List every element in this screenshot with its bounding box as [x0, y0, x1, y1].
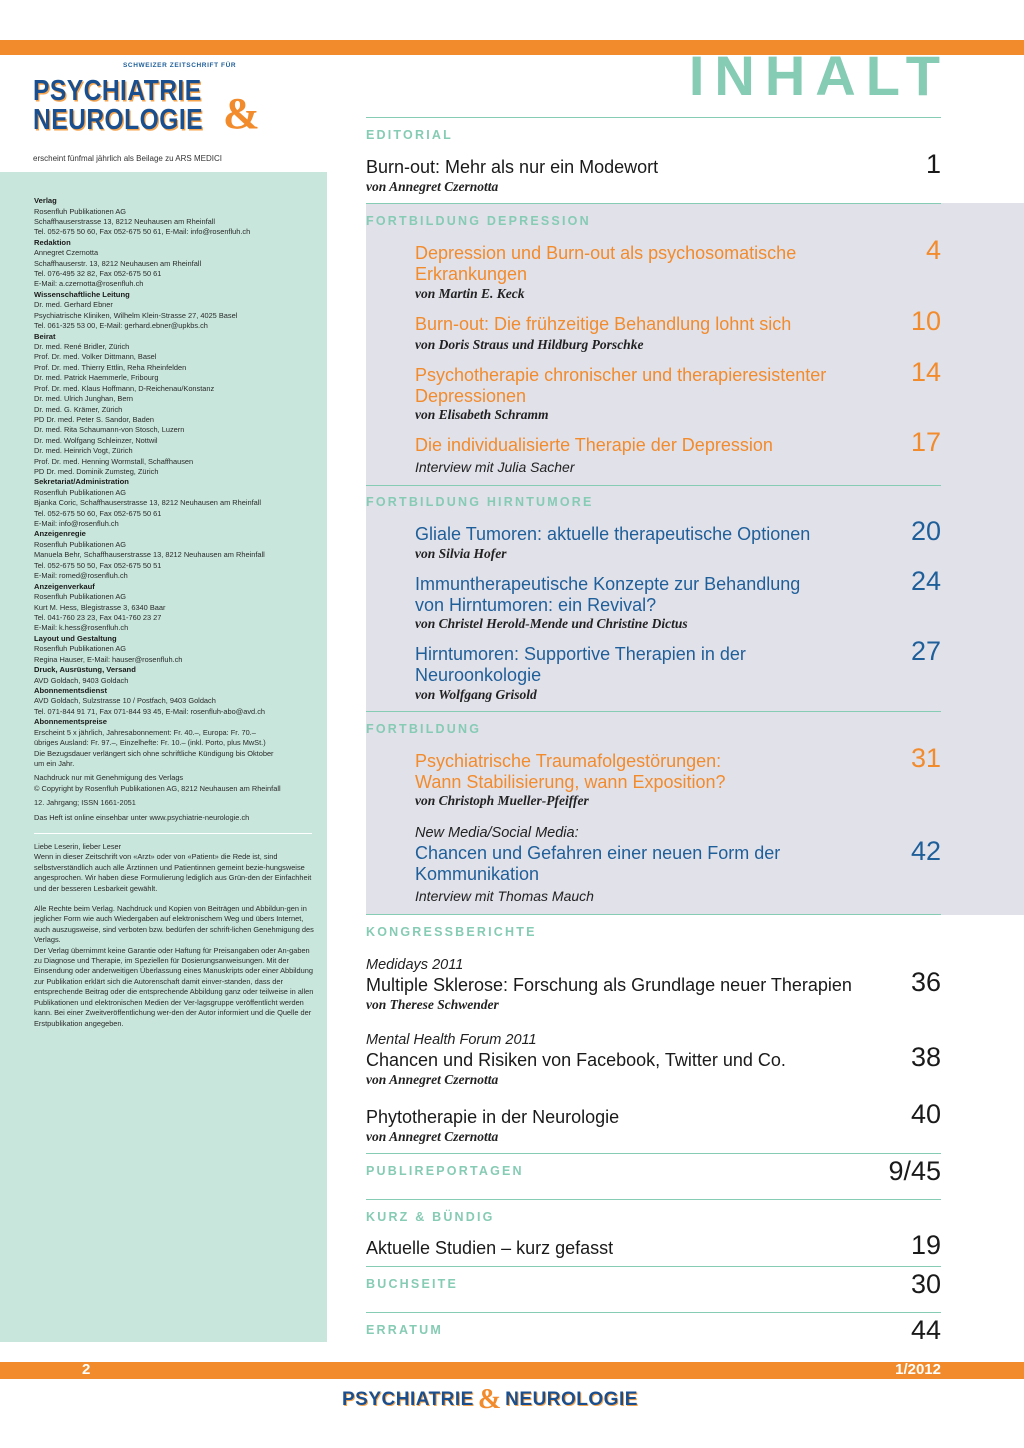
- section-rule: [366, 1199, 941, 1200]
- entry-title[interactable]: Multiple Sklerose: Forschung als Grundlage neuer Therapien: [366, 975, 852, 995]
- entry-intro: New Media/Social Media:: [415, 825, 579, 841]
- section-rule: [366, 1266, 941, 1267]
- entry-author: Interview mit Thomas Mauch: [415, 888, 594, 904]
- entry-title[interactable]: Depression und Burn-out als psychosomatische Erkrankungen: [415, 243, 797, 284]
- section-publireportagen: PUBLIREPORTAGEN: [366, 1164, 524, 1178]
- entry-title[interactable]: Chancen und Risiken von Facebook, Twitter und Co.: [366, 1050, 786, 1070]
- impressum-line: Rosenfluh Publikationen AG: [34, 206, 127, 216]
- impressum-line: Tel. 061-325 53 00, E-Mail: gerhard.ebner@upkbs.ch: [34, 321, 208, 331]
- entry-page: 9/45: [888, 1156, 941, 1186]
- impressum-line: PD Dr. med. Peter S. Sandor, Baden: [34, 414, 154, 424]
- entry-page: 27: [910, 636, 941, 666]
- impressum-line: Prof. Dr. med. Thierry Ettlin, Reha Rheinfelden: [34, 362, 187, 372]
- entry-author: von Elisabeth Schramm: [415, 407, 549, 422]
- masthead-tagline: erscheint fünfmal jährlich als Beilage zu ARS MEDICI: [33, 154, 222, 163]
- entry-title[interactable]: Psychiatrische Traumafolgestörungen: Wann Stabilisierung, wann Exposition?: [415, 751, 726, 792]
- impressum-line: Tel. 052-675 50 60, Fax 052-675 50 61: [34, 508, 162, 518]
- impressum-line: Bjanka Coric, Schaffhauserstrasse 13, 8212 Neuhausen am Rheinfall: [34, 498, 262, 508]
- impressum-line: Prof. Dr. med. Klaus Hoffmann, D-Reichenau/Konstanz: [34, 383, 215, 393]
- impressum-block: [34, 582, 319, 634]
- footer-page-number: 2: [82, 1361, 91, 1378]
- entry-title[interactable]: Gliale Tumoren: aktuelle therapeutische Optionen: [415, 524, 811, 544]
- impressum-heading: Wissenschaftliche Leitung: [34, 289, 130, 299]
- impressum-line: Tel. 041-760 23 23, Fax 041-760 23 27: [34, 612, 162, 622]
- impressum-line: E-Mail: k.hess@rosenfluh.ch: [34, 623, 129, 633]
- impressum-heading: Beirat: [34, 331, 56, 341]
- entry-page: 10: [910, 306, 941, 336]
- impressum-line: Dr. med. René Bridler, Zürich: [34, 342, 130, 352]
- impressum-line: Dr. med. G. Krämer, Zürich: [34, 404, 123, 414]
- impressum-block: [34, 290, 319, 332]
- impressum-line: Die Bezugsdauer verlängert sich ohne schriftliche Kündigung bis Oktober: [34, 748, 274, 758]
- entry-title[interactable]: Hirntumoren: Supportive Therapien in der Neuroonkologie: [415, 644, 746, 685]
- impressum-heading: Druck, Ausrüstung, Versand: [34, 665, 136, 675]
- impressum-line: E-Mail: a.czernotta@rosenfluh.ch: [34, 279, 144, 289]
- sidebar-divider: [34, 833, 312, 834]
- impressum-heading: Anzeigenregie: [34, 529, 86, 539]
- impressum-line: Tel. 076-495 32 82, Fax 052-675 50 61: [34, 269, 162, 279]
- impressum-sidebar: [0, 172, 327, 1342]
- impressum-line: Nachdruck nur mit Genehmigung des Verlags: [34, 773, 184, 783]
- entry-title[interactable]: Phytotherapie in der Neurologie: [366, 1107, 620, 1127]
- section-rule: [366, 1153, 941, 1154]
- impressum-line: Schaffhauserstr. 13, 8212 Neuhausen am Rheinfall: [34, 258, 202, 268]
- section-erratum: ERRATUM: [366, 1323, 443, 1337]
- entry-page: 42: [910, 836, 941, 866]
- impressum-block: [34, 665, 319, 686]
- entry-page: 14: [910, 357, 941, 387]
- entry-page: 17: [910, 427, 941, 457]
- entry-page: 40: [910, 1099, 941, 1129]
- impressum-block: [34, 238, 319, 290]
- impressum-blocks: [34, 196, 319, 823]
- section-buchseite: BUCHSEITE: [366, 1277, 459, 1291]
- impressum-heading: Sekretariat/Administration: [34, 477, 129, 487]
- impressum-heading: Anzeigenverkauf: [34, 581, 95, 591]
- impressum-line: Dr. med. Heinrich Vogt, Zürich: [34, 446, 133, 456]
- entry-page: 44: [910, 1315, 941, 1345]
- impressum-line: Tel. 052-675 50 60, Fax 052-675 50 61, E-Mail: info@rosenfluh.ch: [34, 227, 251, 237]
- page-title: INHALT: [688, 44, 950, 107]
- impressum-line: Rosenfluh Publikationen AG: [34, 539, 127, 549]
- section-kurz-buendig: KURZ & BÜNDIG: [366, 1210, 495, 1224]
- impressum-line: Tel. 071-844 91 71, Fax 071-844 93 45, E-Mail: rosenfluh-abo@avd.ch: [34, 706, 266, 716]
- entry-page: 30: [910, 1269, 941, 1299]
- entry-intro: Medidays 2011: [366, 957, 464, 973]
- impressum-heading: Verlag: [34, 196, 57, 205]
- entry-title[interactable]: Immuntherapeutische Konzepte zur Behandlung von Hirntumoren: ein Revival?: [415, 574, 801, 615]
- impressum-line: Erscheint 5 x jährlich, Jahresabonnement: Fr. 40.–, Europa: Fr. 70.–: [34, 727, 256, 737]
- impressum-line: um ein Jahr.: [34, 758, 75, 768]
- entry-page: 36: [910, 967, 941, 997]
- section-rule: [366, 203, 941, 204]
- entry-author: von Wolfgang Grisold: [415, 687, 537, 702]
- impressum-line: E-Mail: info@rosenfluh.ch: [34, 519, 119, 529]
- footer-logo-word2: NEUROLOGIE: [505, 1389, 638, 1410]
- entry-author: von Annegret Czernotta: [366, 1072, 499, 1087]
- impressum-line: Prof. Dr. med. Henning Wormstall, Schaffhausen: [34, 456, 194, 466]
- footer-logo-ampersand: &: [477, 1384, 502, 1415]
- impressum-line: Dr. med. Patrick Haemmerle, Fribourg: [34, 373, 159, 383]
- impressum-line: PD Dr. med. Dominik Zumsteg, Zürich: [34, 466, 159, 476]
- section-fortbildung-depression: FORTBILDUNG DEPRESSION: [366, 214, 591, 228]
- impressum-line: Kurt M. Hess, Blegistrasse 3, 6340 Baar: [34, 602, 166, 612]
- impressum-line: © Copyright by Rosenfluh Publikationen AG, 8212 Neuhausen am Rheinfall: [34, 783, 281, 793]
- section-rule: [366, 1312, 941, 1313]
- impressum-line: Dr. med. Gerhard Ebner: [34, 300, 113, 310]
- entry-page: 31: [910, 743, 941, 773]
- entry-author: von Annegret Czernotta: [366, 179, 499, 194]
- impressum-block: [34, 717, 319, 769]
- impressum-block: [34, 477, 319, 529]
- entry-page: 38: [910, 1042, 941, 1072]
- entry-author: von Doris Straus und Hildburg Porschke: [415, 337, 644, 352]
- entry-author: Interview mit Julia Sacher: [415, 459, 575, 475]
- entry-author: von Martin E. Keck: [415, 286, 525, 301]
- entry-author: von Annegret Czernotta: [366, 1129, 499, 1144]
- entry-intro: Mental Health Forum 2011: [366, 1032, 537, 1048]
- rights-note: Alle Rechte beim Verlag. Nachdruck und Kopien von Beiträgen und Abbildun-gen in jeglicher Form wie auch Wiedergaben auf elektronischem Weg und übers Internet, auch auszugsweise, sind verboten bzw. bedürfen der schrift-lichen Genehmigung des Verlags. Der Verlag übernimmt keine Garantie oder Haftung für Preisangaben oder An-gaben zu Diagnose und Therapie, im Speziellen für Dosierungsanweisungen. Mit der Einsendung oder anderweitigen Überlassung eines Manuskripts oder einer Abbildung zur Publikation erklärt sich die Autorenschaft damit einver-standen, dass der entsprechende Beitrag oder die entsprechende Abbildung ganz oder teilweise in allen Publikationen und elektronischen Medien der Ver-lagsgruppe veröffentlicht werden kann. Bei einer Zweitveröffentlichung wer-den der Autor informiert und die Quelle der Erstpublikation angegeben.: [34, 904, 314, 1028]
- impressum-line: Dr. med. Rita Schaumann-von Stosch, Luzern: [34, 425, 185, 435]
- section-fortbildung: FORTBILDUNG: [366, 722, 482, 736]
- impressum-line: Prof. Dr. med. Volker Dittmann, Basel: [34, 352, 157, 362]
- impressum-line: Manuela Behr, Schaffhauserstrasse 13, 8212 Neuhausen am Rheinfall: [34, 550, 265, 560]
- masthead-kicker: SCHWEIZER ZEITSCHRIFT FÜR: [123, 62, 237, 69]
- impressum-line: 12. Jahrgang; ISSN 1661-2051: [34, 798, 136, 808]
- section-kongressberichte: KONGRESSBERICHTE: [366, 925, 537, 939]
- impressum-block: [34, 529, 319, 581]
- entry-author: von Therese Schwender: [366, 997, 499, 1012]
- impressum-line: Psychiatrische Kliniken, Wilhelm Klein-Strasse 27, 4025 Basel: [34, 310, 238, 320]
- impressum-line: Regina Hauser, E-Mail: hauser@rosenfluh.ch: [34, 654, 183, 664]
- entry-author: von Christoph Mueller-Pfeiffer: [415, 793, 589, 808]
- entry-title[interactable]: Chancen und Gefahren einer neuen Form der Kommunikation: [415, 843, 781, 884]
- entry-title[interactable]: Psychotherapie chronischer und therapieresistenter Depressionen: [415, 365, 827, 406]
- entry-author: von Christel Herold-Mende und Christine Dictus: [415, 616, 688, 631]
- impressum-heading: Layout und Gestaltung: [34, 633, 117, 643]
- impressum-line: Dr. med. Ulrich Junghan, Bern: [34, 394, 133, 404]
- entry-page: 24: [910, 566, 941, 596]
- entry-title[interactable]: Die individualisierte Therapie der Depression: [415, 435, 773, 455]
- impressum-line: Rosenfluh Publikationen AG: [34, 644, 127, 654]
- masthead-ampersand: &: [223, 89, 260, 138]
- impressum-line: AVD Goldach, 9403 Goldach: [34, 675, 129, 685]
- impressum-line: übriges Ausland: Fr. 97.–, Einzelhefte: Fr. 10.– (inkl. Porto, plus MwSt.): [34, 738, 266, 748]
- entry-page: 19: [910, 1230, 941, 1260]
- impressum-block: [34, 634, 319, 665]
- footer-logo-word1: PSYCHIATRIE: [342, 1389, 474, 1410]
- section-rule: [366, 711, 941, 712]
- section-rule: [366, 914, 941, 915]
- impressum-block: [34, 196, 319, 238]
- footer-issue: 1/2012: [895, 1361, 941, 1378]
- entry-title[interactable]: Burn-out: Mehr als nur ein Modewort: [366, 157, 659, 177]
- section-rule: [366, 485, 941, 486]
- entry-page: 4: [925, 235, 941, 265]
- footer-logo: [342, 1381, 638, 1413]
- impressum-line: Tel. 052-675 50 50, Fax 052-675 50 51: [34, 560, 162, 570]
- impressum-line: E-Mail: romed@rosenfluh.ch: [34, 571, 128, 581]
- impressum-heading: Abonnementsdienst: [34, 685, 107, 695]
- impressum-block: [34, 332, 319, 478]
- bottom-accent-bar: [0, 1362, 1024, 1379]
- reader-note: Liebe Leserin, lieber Leser Wenn in dieser Zeitschrift von «Arzt» oder von «Patient» die Rede ist, sind selbstverständlich auch alle Ärztinnen und Patientinnen gemeint bezie-hungsweise angesprochen. Wir haben diese Formulierung lediglich aus Grün-den der Einfachheit und der besseren Lesbarkeit gewählt.: [34, 842, 312, 893]
- masthead-word-psychiatrie: PSYCHIATRIE: [33, 75, 202, 107]
- masthead-word-neurologie: NEUROLOGIE: [33, 104, 203, 136]
- entry-page: 1: [925, 149, 941, 179]
- entry-title[interactable]: Aktuelle Studien – kurz gefasst: [366, 1238, 614, 1258]
- entry-title[interactable]: Burn-out: Die frühzeitige Behandlung lohnt sich: [415, 314, 792, 334]
- entry-author: von Silvia Hofer: [415, 546, 507, 561]
- impressum-line: Rosenfluh Publikationen AG: [34, 592, 127, 602]
- impressum-line: AVD Goldach, Sulzstrasse 10 / Postfach, 9403 Goldach: [34, 696, 216, 706]
- impressum-heading: Abonnementspreise: [34, 717, 108, 727]
- section-fortbildung-hirntumore: FORTBILDUNG HIRNTUMORE: [366, 495, 594, 509]
- impressum-line: Das Heft ist online einsehbar unter www.psychiatrie-neurologie.ch: [34, 812, 250, 822]
- section-rule: [366, 117, 941, 118]
- impressum-line: Dr. med. Wolfgang Schleinzer, Nottwil: [34, 435, 158, 445]
- impressum-block: [34, 686, 319, 717]
- impressum-heading: Redaktion: [34, 237, 71, 247]
- impressum-line: Rosenfluh Publikationen AG: [34, 487, 127, 497]
- impressum-line: Schaffhauserstrasse 13, 8212 Neuhausen am Rheinfall: [34, 216, 216, 226]
- impressum-line: Annegret Czernotta: [34, 248, 99, 258]
- entry-page: 20: [910, 516, 941, 546]
- section-editorial: EDITORIAL: [366, 128, 453, 142]
